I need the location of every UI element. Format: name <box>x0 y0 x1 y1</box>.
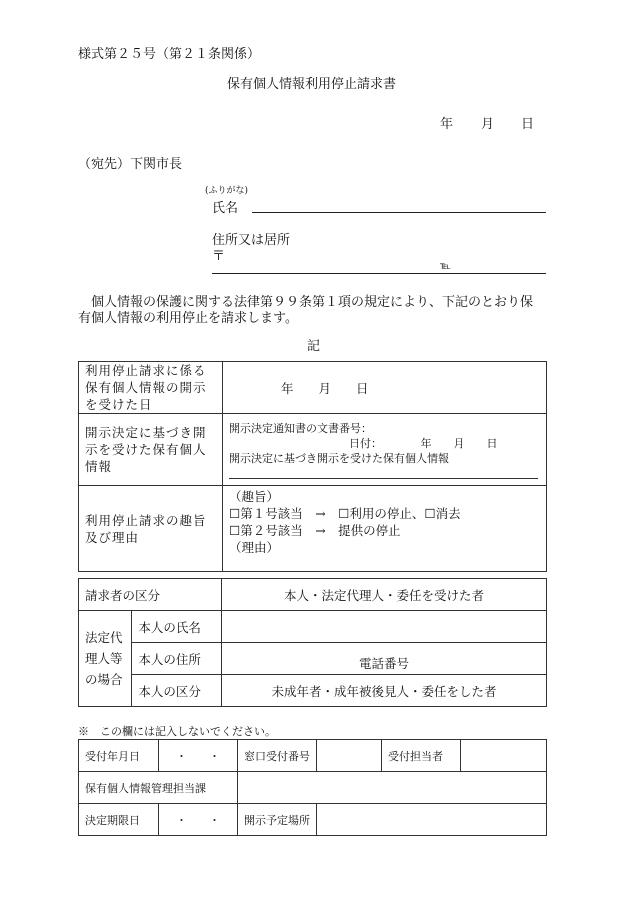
request-details-table <box>78 361 547 572</box>
address-underline[interactable] <box>212 273 546 274</box>
deadline-label: 決定期限日 <box>79 804 159 836</box>
address-label: 住所又は居所 <box>212 233 291 248</box>
requester-category-value[interactable]: 本人・法定代理人・委任を受けた者 <box>222 579 547 611</box>
body-line-2: 有個人情報の利用停止を請求します。 <box>78 311 298 326</box>
disclosed-info-value[interactable] <box>223 414 547 486</box>
proxy-case-label: 法定代 理人等 の場合 <box>79 611 132 707</box>
person-category-value[interactable]: 未成年者・成年被後見人・委任をした者 <box>222 675 547 707</box>
deadline-value: ・ ・ <box>159 804 238 836</box>
person-address-value[interactable] <box>222 643 547 675</box>
person-category-label: 本人の区分 <box>132 675 222 707</box>
disclosed-info-underline <box>229 466 538 479</box>
staff-value <box>461 740 547 772</box>
office-use-table <box>78 739 547 836</box>
date-month: 月 <box>481 117 495 132</box>
purpose-reason-label: 利用停止請求の趣旨 及び理由 <box>79 486 223 572</box>
section-value <box>238 772 547 804</box>
staff-label: 受付担当者 <box>382 740 461 772</box>
office-use-note: ※ この欄には記入しないでください。 <box>78 725 276 738</box>
requester-category-label: 請求者の区分 <box>79 579 222 611</box>
doc-number-label: 開示決定通知書の文書番号： <box>229 421 372 435</box>
purpose-reason-value[interactable] <box>223 486 547 572</box>
option-1-checkbox: ☐第１号該当 → ☐利用の停止、☐消去 <box>229 506 461 521</box>
received-date-label: 受付年月日 <box>79 740 159 772</box>
purpose-heading: （趣旨） <box>229 489 280 504</box>
person-address-label: 本人の住所 <box>132 643 222 675</box>
body-line-1: 個人情報の保護に関する法律第９９条第１項の規定により、下記のとおり保 <box>78 295 534 310</box>
window-number-label: 窓口受付番号 <box>238 740 317 772</box>
person-name-label: 本人の氏名 <box>132 611 222 643</box>
addressee: （宛先）下関市長 <box>78 157 183 172</box>
date-year: 年 <box>440 117 454 132</box>
window-number-value <box>317 740 382 772</box>
date-day: 日 <box>521 117 535 132</box>
planned-place-value <box>317 804 547 836</box>
form-number: 様式第２５号（第２１条関係） <box>78 47 261 62</box>
name-underline[interactable] <box>252 212 546 213</box>
phone-label: 電話番号 <box>358 656 409 671</box>
disclosed-info-label: 開示決定に基づき開 示を受けた保有個人 情報 <box>79 414 223 486</box>
name-label: 氏名 <box>212 201 239 216</box>
postal-mark: 〒 <box>212 249 226 264</box>
reason-heading: （理由） <box>229 540 280 555</box>
document-title: 保有個人情報利用停止請求書 <box>227 77 397 92</box>
disclosure-date-value[interactable]: 年 月 日 <box>223 362 547 414</box>
furigana-label: (ふりがな) <box>205 186 249 196</box>
requester-table <box>78 578 547 707</box>
person-name-value[interactable] <box>222 611 547 643</box>
option-2-checkbox: ☐第２号該当 → 提供の停止 <box>229 523 401 538</box>
tel-icon: ℡ <box>440 261 451 272</box>
planned-place-label: 開示予定場所 <box>238 804 317 836</box>
disclosure-date-label: 利用停止請求に係る 保有個人情報の開示 を受けた日 <box>79 362 223 414</box>
section-label: 保有個人情報管理担当課 <box>79 772 238 804</box>
ki-mark: 記 <box>307 339 321 354</box>
received-date-value: ・ ・ <box>159 740 238 772</box>
disclosed-info-text: 開示決定に基づき開示を受けた保有個人情報 <box>229 451 449 465</box>
notice-date-label: 日付： 年 月 日 <box>349 436 498 450</box>
